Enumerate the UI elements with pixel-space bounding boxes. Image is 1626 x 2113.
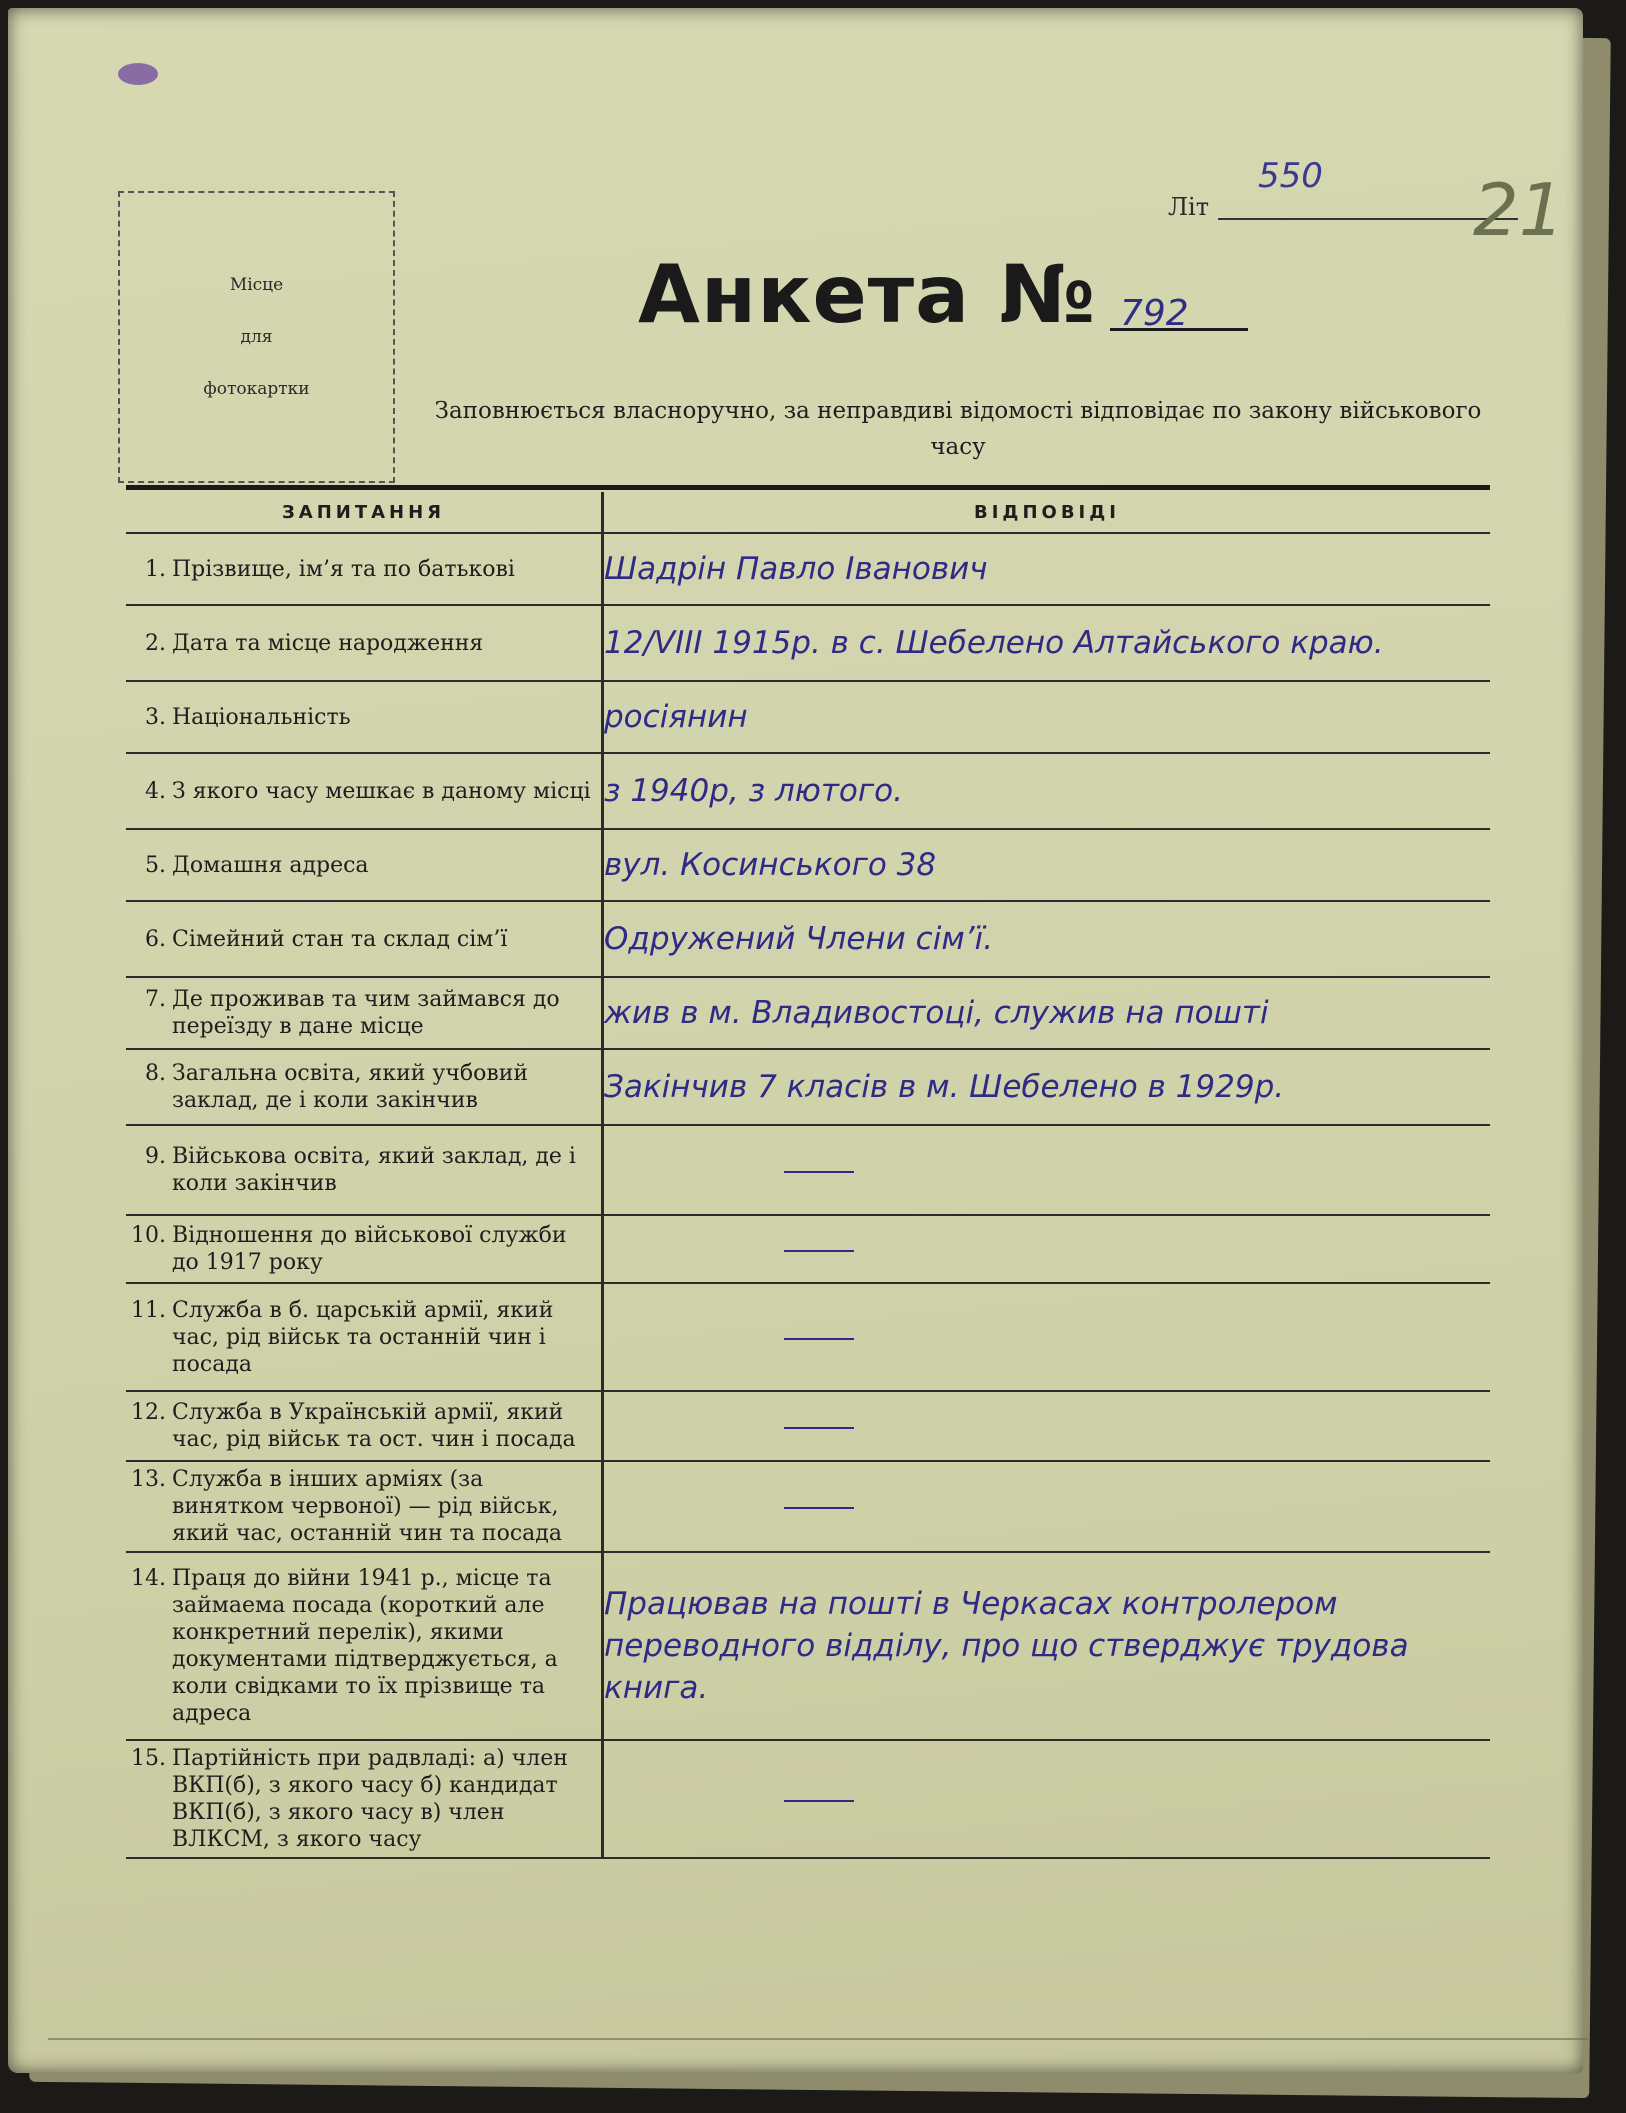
- question-cell: [126, 901, 603, 977]
- table-row: [126, 977, 1490, 1049]
- table-row: [126, 829, 1490, 901]
- question-number: 1.: [145, 556, 166, 582]
- table-row: [126, 1125, 1490, 1215]
- question-text: Сімейний стан та склад сім’ї: [172, 926, 508, 952]
- question-number: 14.: [131, 1566, 166, 1591]
- table-row: [126, 1461, 1490, 1552]
- question-cell: [126, 1461, 603, 1552]
- question-text: Загальна освіта, який учбовий заклад, де і коли закінчив: [172, 1061, 529, 1113]
- table-row: [126, 901, 1490, 977]
- question-text: Служба в інших арміях (за винятком червоної) — рід військ, який час, останній чин та посада: [172, 1467, 562, 1546]
- answer-cell: [603, 1391, 1491, 1461]
- answer-dash: [784, 1800, 854, 1802]
- question-text: Служба в б. царській армії, який час, рід військ та останній чин і посада: [172, 1297, 554, 1377]
- answer-cell: [603, 1461, 1491, 1552]
- form-number: 792: [1120, 293, 1189, 334]
- question-cell: [126, 1283, 603, 1391]
- answer-cell: Шадрін Павло Іванович: [603, 533, 1491, 605]
- question-number: 4.: [145, 778, 166, 804]
- answer-cell: [603, 1215, 1491, 1283]
- question-cell: [126, 1391, 603, 1461]
- question-cell: [126, 533, 603, 605]
- form-sheet: [8, 8, 1583, 2073]
- question-cell: [126, 605, 603, 681]
- question-number: 10.: [131, 1223, 166, 1248]
- table-row: [126, 1283, 1490, 1391]
- answer-cell: 12/VIII 1915р. в с. Шебелено Алтайського краю.: [603, 605, 1491, 681]
- questionnaire-table: [126, 492, 1490, 1859]
- photo-placeholder: [118, 191, 395, 483]
- answer-cell: [603, 1740, 1491, 1858]
- table-header-row: [126, 492, 1490, 533]
- form-title: Анкета №: [638, 248, 1097, 341]
- question-text: Національність: [172, 704, 351, 730]
- questionnaire-rows: [126, 533, 1490, 1858]
- question-cell: [126, 1125, 603, 1215]
- answer-dash: [784, 1427, 854, 1429]
- question-number: 11.: [131, 1297, 166, 1323]
- question-text: Домашня адреса: [172, 852, 369, 878]
- question-text: Партійність при радвладі: а) член ВКП(б), з якого часу б) кандидат ВКП(б), з якого часу в) член ВЛКСМ, з якого часу: [172, 1746, 568, 1852]
- question-text: Прізвище, ім’я та по батькові: [172, 556, 515, 582]
- table-row: [126, 1740, 1490, 1858]
- answers-header: ВІДПОВІДІ: [603, 492, 1491, 533]
- question-number: 9.: [145, 1144, 166, 1169]
- answer-cell: [603, 1283, 1491, 1391]
- question-cell: [126, 977, 603, 1049]
- lit-value: 550: [1258, 156, 1323, 196]
- answer-dash: [784, 1338, 854, 1340]
- answer-cell: росіянин: [603, 681, 1491, 753]
- questions-header: ЗАПИТАННЯ: [126, 492, 603, 533]
- lit-label: Літ: [1168, 193, 1209, 221]
- question-text: Відношення до військової служби до 1917 року: [172, 1223, 567, 1275]
- question-text: Дата та місце народження: [172, 630, 484, 656]
- table-row: [126, 753, 1490, 829]
- page-bottom-edge: [48, 2038, 1588, 2068]
- question-number: 13.: [131, 1467, 166, 1492]
- question-number: 7.: [145, 987, 166, 1012]
- question-cell: [126, 829, 603, 901]
- answer-cell: Закінчив 7 класів в м. Шебелено в 1929р.: [603, 1049, 1491, 1125]
- question-cell: [126, 753, 603, 829]
- answer-cell: вул. Косинського 38: [603, 829, 1491, 901]
- question-number: 8.: [145, 1061, 166, 1086]
- question-number: 5.: [145, 852, 166, 878]
- answer-dash: [784, 1507, 854, 1509]
- table-row: [126, 1215, 1490, 1283]
- question-number: 15.: [131, 1746, 166, 1771]
- table-row: [126, 681, 1490, 753]
- answer-cell: Одружений Члени сім’ї.: [603, 901, 1491, 977]
- table-row: [126, 605, 1490, 681]
- question-cell: [126, 681, 603, 753]
- table-row: [126, 533, 1490, 605]
- question-cell: [126, 1215, 603, 1283]
- table-row: [126, 1391, 1490, 1461]
- table-row: [126, 1049, 1490, 1125]
- question-number: 2.: [145, 630, 166, 656]
- archive-page-number: 21: [1473, 168, 1565, 252]
- question-text: З якого часу мешкає в даному місці: [172, 778, 591, 804]
- ink-stain: [118, 63, 158, 85]
- header-rule: [126, 485, 1490, 490]
- answer-dash: [784, 1171, 854, 1173]
- form-subtitle: Заповнюється власноручно, за неправдиві відомості відповідає по закону військового часу: [434, 398, 1482, 460]
- question-cell: [126, 1049, 603, 1125]
- question-number: 6.: [145, 926, 166, 952]
- question-number: 3.: [145, 704, 166, 730]
- answer-cell: жив в м. Владивостоці, служив на пошті: [603, 977, 1491, 1049]
- question-text: Де проживав та чим займався до переїзду в дане місце: [172, 987, 560, 1039]
- answer-cell: з 1940р, з лютого.: [603, 753, 1491, 829]
- answer-cell: [603, 1125, 1491, 1215]
- question-number: 12.: [131, 1400, 166, 1425]
- question-cell: [126, 1552, 603, 1740]
- question-text: Військова освіта, який заклад, де і коли закінчив: [172, 1144, 576, 1196]
- question-cell: [126, 1740, 603, 1858]
- answer-dash: [784, 1250, 854, 1252]
- table-row: [126, 1552, 1490, 1740]
- question-text: Праця до війни 1941 р., місце та займаема посада (короткий але конкретний перелік), якими документами підтверджується, а коли свідками то їх прізвище та адреса: [172, 1566, 558, 1726]
- photo-label-3: фотокартки: [203, 379, 310, 399]
- question-text: Служба в Українській армії, який час, рід військ та ост. чин і посада: [172, 1400, 576, 1452]
- answer-cell: Працював на пошті в Черкасах контролером переводного відділу, про що стверджує трудова книга.: [603, 1552, 1491, 1740]
- photo-label-2: для: [240, 327, 273, 347]
- form-number-underline: [1110, 328, 1248, 331]
- photo-label-1: Місце: [229, 275, 284, 295]
